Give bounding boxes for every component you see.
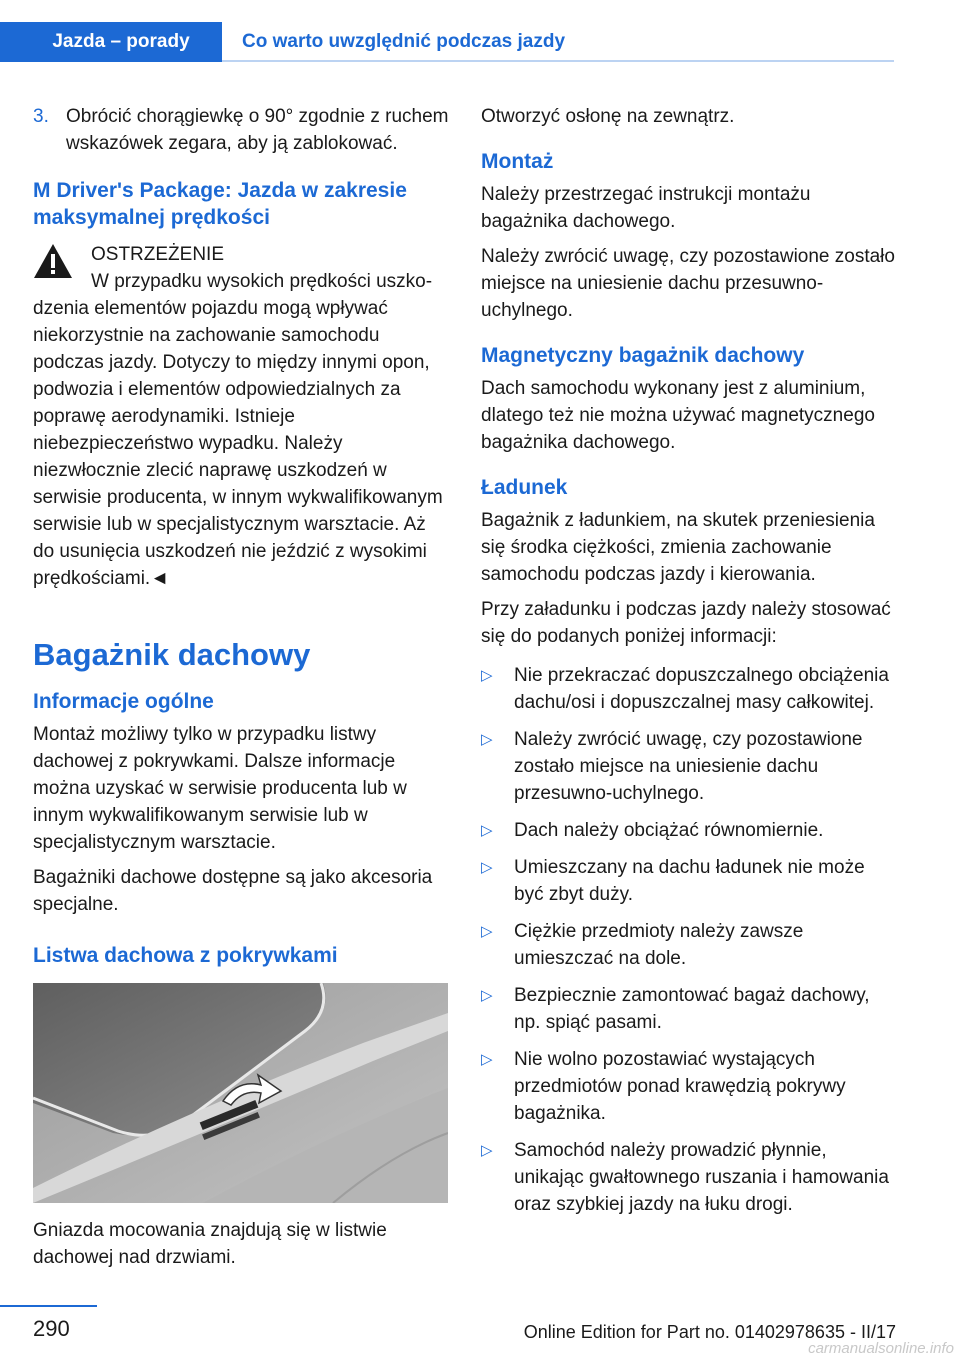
general-info-heading: Informacje ogólne [33,690,214,713]
header-section-label: Jazda – porady [52,31,190,52]
step-number: 3. [33,106,49,127]
left-column [33,103,449,1279]
right-column [481,103,895,1228]
roof-rail-photo [33,983,448,1203]
magnetic-rack-paragraph: Dach samochodu wykonany jest z aluminium, dlatego też nie można używać magnetycznego bagażnika dachowego. [481,378,875,453]
page-number-rule [0,1305,97,1307]
magnetic-rack-heading: Magnetyczny bagażnik dachowy [481,344,805,367]
bullet-arrow-icon: ▷ [481,923,493,940]
header-section-tab [0,22,222,62]
list-item: ▷ Nie wolno pozostawiać wystających przedmiotów ponad krawędzią pokrywy bagażnika. [481,1046,895,1127]
bullet-arrow-icon: ▷ [481,859,493,876]
warning-title: OSTRZEŻENIE [91,244,225,265]
warning-head-lines [91,241,432,295]
load-heading: Ładunek [481,476,568,499]
bullet-arrow-icon: ▷ [481,667,493,684]
list-item: ▷ Samochód należy prowadzić płynnie, unikając gwałtownego ruszania i hamowania oraz szybkiej jazdy na łuku drogi. [481,1137,895,1218]
load-paragraph-2: Przy załadunku i podczas jazdy należy stosować się do podanych poniżej informacji: [481,599,891,647]
header-divider [222,60,894,62]
warning-text: dzenia elementów pojazdu mogą wpływać niekorzystnie na zachowanie samochodu podczas jazdy. Dotyczy to między innymi opon, podwozia i elementów odpowiedzialnych za poprawę aerodynamiki. Istnieje niebezpieczeństwo wypadku. Należy niezwłocznie zlecić naprawę uszkodzeń w serwisie producenta, w innym wykwalifikowanym serwisie lub w specjalistycznym warsztacie. Aż do usunięcia uszkodzeń nie jeździć z wysokimi prędkościami.◄ [33,298,443,589]
bullet-arrow-icon: ▷ [481,1142,493,1159]
warning-triangle-icon [33,243,73,280]
bullet-arrow-icon: ▷ [481,731,493,748]
mounting-paragraph-2: Należy zwrócić uwagę, czy pozostawione zostało miejsce na uniesienie dachu przesuwno-uchylnego. [481,246,895,321]
header-chapter-tab [222,22,894,62]
bullet-arrow-icon: ▷ [481,987,493,1004]
step-text: Obrócić chorągiewkę o 90° zgodnie z ruchem wskazówek zegara, aby ją zablokować. [66,106,449,154]
photo-caption: Gniazda mocowania znajdują się w listwie dachowej nad drzwiami. [33,1220,387,1268]
edition-footer: Online Edition for Part no. 01402978635 - II/17 [523,1322,896,1342]
m-package-heading: M Driver's Package: Jazda w zakresie maksymalnej prędkości [33,179,407,229]
list-item: ▷ Nie przekraczać dopuszczalnego obciążenia dachu/osi i dopuszczalnej masy całkowitej. [481,662,895,716]
load-paragraph-1: Bagażnik z ładunkiem, na skutek przeniesienia się środka ciężkości, zmienia zachowanie samochodu podczas jazdy i kierowania. [481,510,875,585]
step-item [33,103,449,157]
list-item: ▷ Bezpiecznie zamontować bagaż dachowy, np. spiąć pasami. [481,982,895,1036]
list-item: ▷ Dach należy obciążać równomiernie. [481,817,895,844]
open-cover-text: Otworzyć osłonę na zewnątrz. [481,106,735,127]
load-rules-list [481,662,895,1218]
header-chapter-label: Co warto uwzględnić podczas jazdy [242,31,566,52]
watermark: carmanualsonline.info [808,1340,954,1357]
accessories-paragraph: Bagażniki dachowe dostępne są jako akcesoria specjalne. [33,867,433,915]
bullet-arrow-icon: ▷ [481,1051,493,1068]
warning-block [33,241,449,295]
list-item: ▷ Należy zwrócić uwagę, czy pozostawione zostało miejsce na uniesienie dachu przesuwno-uchylnego. [481,726,895,807]
mounting-heading: Montaż [481,150,554,173]
roof-rack-heading: Bagażnik dachowy [33,637,311,672]
list-item: ▷ Ciężkie przedmioty należy zawsze umieszczać na dole. [481,918,895,972]
mounting-paragraph-1: Należy przestrzegać instrukcji montażu bagażnika dachowego. [481,184,811,232]
bullet-arrow-icon: ▷ [481,822,493,839]
warning-first-line: W przypadku wysokich prędkości uszko- [91,271,433,292]
general-info-paragraph: Montaż możliwy tylko w przypadku listwy dachowej z pokrywkami. Dalsze informacje można uzyskać w serwisie producenta lub w innym wykwalifikowanym serwisie lub w specjalistycznym warsztacie. [33,724,407,853]
roof-rail-heading: Listwa dachowa z pokrywkami [33,944,338,967]
list-item: ▷ Umieszczany na dachu ładunek nie może być zbyt duży. [481,854,895,908]
page-number: 290 [33,1316,70,1341]
